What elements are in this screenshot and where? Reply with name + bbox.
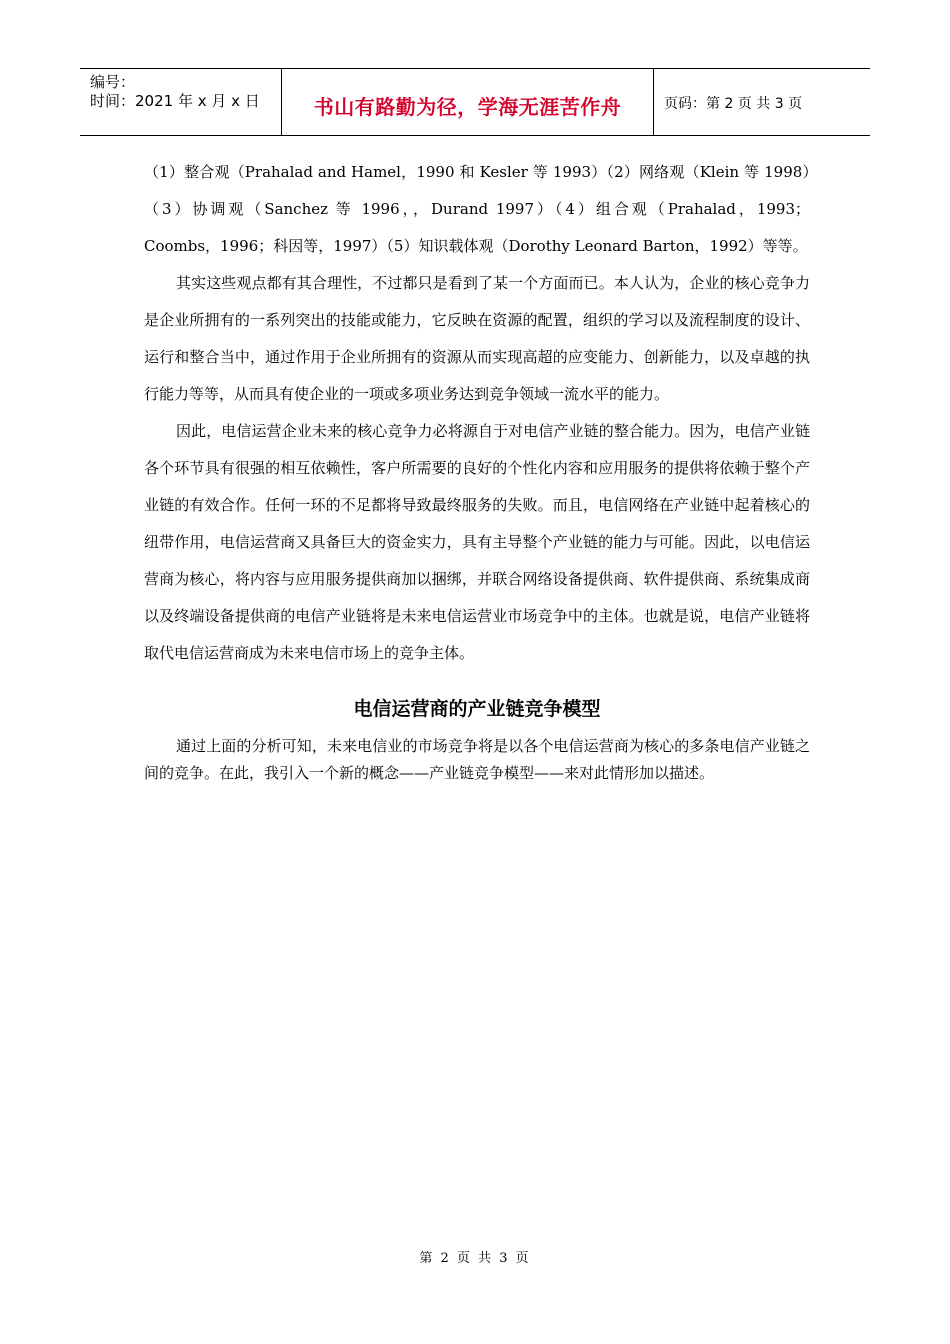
section-title: 电信运营商的产业链竞争模型 xyxy=(353,698,601,720)
header-number-label: 编号： xyxy=(90,73,136,91)
paragraph-viewpoints: （1）整合观（Prahalad and Hamel，1990 和 Kesler 等 1993）（2）网络观（Klein 等 1998）（3）协调观（Sanchez 等 1996，，Durand 1997）（4）组合观（Prahalad，1993；Coombs，1996；科因等，1997）（5）知识载体观（Dorothy Leonard Barton，1992）等等。 xyxy=(144,163,810,255)
header-motto: 书山有路勤为径，学海无涯苦作舟 xyxy=(282,69,654,135)
paragraph-core-competence: 其实这些观点都有其合理性，不过都只是看到了某一个方面而已。本人认为，企业的核心竞争力是企业所拥有的一系列突出的技能或能力，它反映在资源的配置，组织的学习以及流程制度的设计、运行和整合当中，通过作用于企业所拥有的资源从而实现高超的应变能力、创新能力，以及卓越的执行能力等等，从而具有使企业的一项或多项业务达到竞争领域一流水平的能力。 xyxy=(144,274,810,403)
document-body xyxy=(144,154,810,787)
header-page-info: 页码：第 2 页 共 3 页 xyxy=(664,96,803,112)
paragraph-competition-model: 通过上面的分析可知，未来电信业的市场竞争将是以各个电信运营商为核心的多条电信产业链之间的竞争。在此，我引入一个新的概念——产业链竞争模型——来对此情形加以描述。 xyxy=(144,737,810,782)
page-header xyxy=(80,68,870,136)
header-meta-cell xyxy=(80,69,282,135)
page-footer: 第 2 页 共 3 页 xyxy=(419,1251,531,1266)
header-date-label: 时间：2021 年 x 月 x 日 xyxy=(90,92,260,110)
paragraph-industry-chain: 因此，电信运营企业未来的核心竞争力必将源自于对电信产业链的整合能力。因为，电信产业链各个环节具有很强的相互依赖性，客户所需要的良好的个性化内容和应用服务的提供将依赖于整个产业链的有效合作。任何一环的不足都将导致最终服务的失败。而且，电信网络在产业链中起着核心的纽带作用，电信运营商又具备巨大的资金实力，具有主导整个产业链的能力与可能。因此，以电信运营商为核心，将内容与应用服务提供商加以捆绑，并联合网络设备提供商、软件提供商、系统集成商以及终端设备提供商的电信产业链将是未来电信运营业市场竞争中的主体。也就是说，电信产业链将取代电信运营商成为未来电信市场上的竞争主体。 xyxy=(144,422,810,662)
